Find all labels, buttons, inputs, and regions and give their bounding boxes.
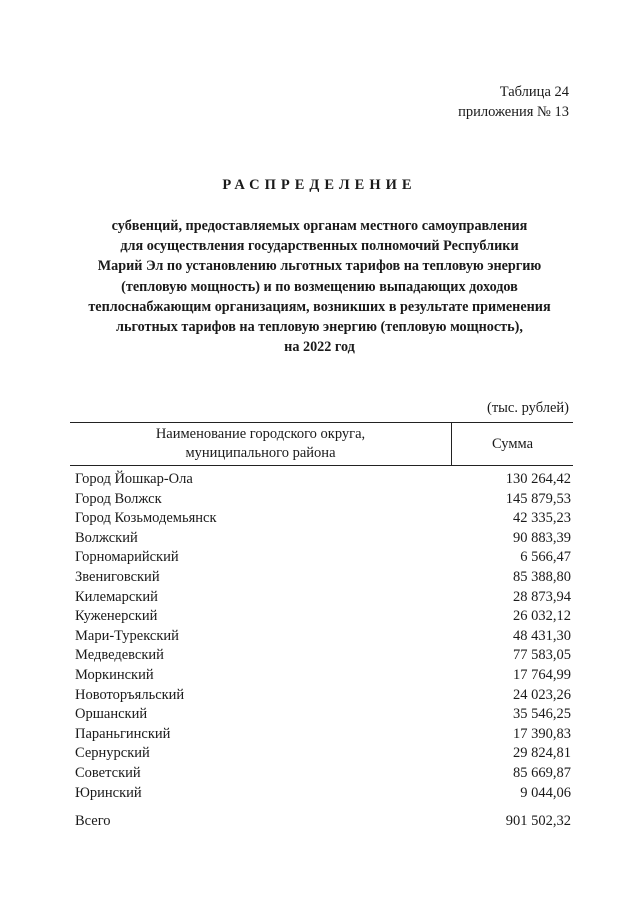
table-row <box>75 548 571 568</box>
table-row <box>75 490 571 510</box>
row-name: Новоторъяльский <box>75 686 185 703</box>
row-name: Город Козьмодемьянск <box>75 510 217 527</box>
row-name: Юринский <box>75 784 142 801</box>
row-sum: 6 566,47 <box>520 549 571 566</box>
table-row <box>75 705 571 725</box>
table-total-row <box>75 812 571 832</box>
table-row <box>75 666 571 686</box>
subtitle-line: (тепловую мощность) и по возмещению выпадающих доходов <box>121 278 518 295</box>
row-sum: 90 883,39 <box>513 529 571 546</box>
table-row <box>75 686 571 706</box>
row-sum: 85 669,87 <box>513 764 571 781</box>
table-row <box>75 646 571 666</box>
unit-label: (тыс. рублей) <box>487 400 569 416</box>
row-name: Город Йошкар-Ола <box>75 471 193 487</box>
row-name: Оршанский <box>75 706 148 723</box>
table-row <box>75 725 571 745</box>
row-sum: 35 546,25 <box>513 706 571 723</box>
subtitle-line: на 2022 год <box>284 339 355 356</box>
subtitle-line: теплоснабжающим организациям, возникших в результате применения <box>88 298 551 315</box>
total-sum: 901 502,32 <box>505 813 571 829</box>
table-row <box>75 470 571 490</box>
table-number: Таблица 24 <box>499 84 569 100</box>
table-body <box>75 470 571 803</box>
row-sum: 130 264,42 <box>505 471 571 487</box>
row-name: Советский <box>75 764 141 781</box>
total-label: Всего <box>75 813 111 829</box>
row-name: Моркинский <box>75 666 154 683</box>
header-name-line: Наименование городского округа, <box>155 426 366 442</box>
row-name: Мари-Турекский <box>75 627 179 644</box>
row-name: Горномарийский <box>75 549 179 566</box>
appendix-number: приложения № 13 <box>458 104 569 120</box>
row-sum: 85 388,80 <box>513 568 571 585</box>
row-sum: 24 023,26 <box>513 686 571 703</box>
subtitle-line: субвенций, предоставляемых органам местного самоуправления <box>111 218 528 234</box>
row-sum: 42 335,23 <box>513 510 571 527</box>
row-sum: 26 032,12 <box>513 608 571 625</box>
document-heading: РАСПРЕДЕЛЕНИЕ <box>222 177 417 193</box>
table-header <box>70 422 573 466</box>
table-row <box>75 607 571 627</box>
table-row <box>75 509 571 529</box>
row-sum: 29 824,81 <box>513 745 571 762</box>
row-name: Город Волжск <box>75 490 162 507</box>
header-name-line: муниципального района <box>185 445 336 461</box>
row-sum: 145 879,53 <box>505 490 571 507</box>
row-sum: 17 764,99 <box>513 666 571 683</box>
table-row <box>75 784 571 804</box>
row-sum: 17 390,83 <box>513 725 571 742</box>
table-row <box>75 529 571 549</box>
table-row <box>75 744 571 764</box>
header-sum-cell: Сумма <box>491 436 534 452</box>
subtitle-line: Марий Эл по установлению льготных тарифов на тепловую энергию <box>97 258 542 275</box>
row-name: Волжский <box>75 529 138 546</box>
row-name: Куженерский <box>75 608 158 625</box>
document-subtitle <box>60 216 579 357</box>
table-row <box>75 764 571 784</box>
row-sum: 28 873,94 <box>513 588 571 605</box>
table-reference <box>458 82 569 122</box>
row-name: Звениговский <box>75 568 160 585</box>
row-name: Параньгинский <box>75 725 171 742</box>
row-name: Медведевский <box>75 647 164 664</box>
row-sum: 77 583,05 <box>513 647 571 664</box>
row-sum: 9 044,06 <box>520 784 571 801</box>
subtitle-line: для осуществления государственных полномочий Республики <box>120 238 519 255</box>
header-name-cell <box>70 423 452 465</box>
subtitle-line: льготных тарифов на тепловую энергию (тепловую мощность), <box>116 319 523 336</box>
table-row <box>75 627 571 647</box>
row-name: Килемарский <box>75 588 158 605</box>
table-row <box>75 568 571 588</box>
table-row <box>75 588 571 608</box>
row-name: Сернурский <box>75 745 150 762</box>
row-sum: 48 431,30 <box>513 627 571 644</box>
